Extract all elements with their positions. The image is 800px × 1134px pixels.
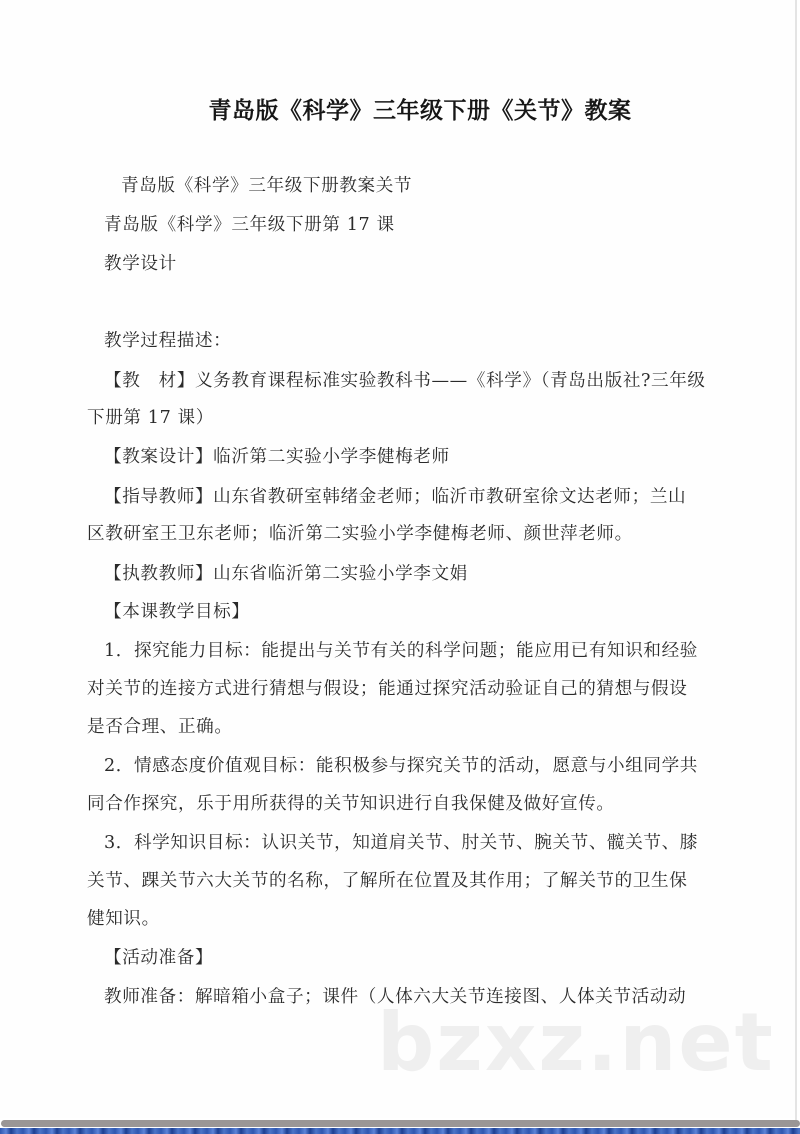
paragraph-textbook: 【教 材】义务教育课程标准实验教科书——《科学》（青岛出版社?三年级 — [104, 371, 706, 391]
objective-3: 3．科学知识目标：认识关节，知道肩关节、肘关节、腕关节、髋关节、膝 — [104, 833, 698, 853]
document-title: 青岛版《科学》三年级下册《关节》教案 — [208, 98, 632, 124]
paragraph-guiding-teachers: 【指导教师】山东省教研室韩绪金老师；临沂市教研室徐文达老师；兰山 — [104, 487, 687, 507]
objective-2: 2．情感态度价值观目标：能积极参与探究关节的活动，愿意与小组同学共 — [104, 756, 698, 776]
paragraph-lesson-designer: 【教案设计】临沂第二实验小学李健梅老师 — [104, 447, 450, 467]
objective-1-cont-2: 是否合理、正确。 — [87, 717, 233, 737]
objective-1: 1．探究能力目标：能提出与关节有关的科学问题；能应用已有知识和经验 — [104, 641, 698, 661]
section-label-teaching-design: 教学设计 — [104, 254, 177, 274]
subtitle-line: 青岛版《科学》三年级下册教案关节 — [121, 176, 413, 196]
desktop-background-strip — [0, 1128, 800, 1134]
section-label-process: 教学过程描述： — [104, 331, 232, 351]
section-heading-objectives: 【本课教学目标】 — [104, 602, 250, 622]
section-heading-preparation: 【活动准备】 — [104, 948, 214, 968]
paragraph-textbook-cont: 下册第 17 课） — [87, 408, 214, 428]
paragraph-guiding-teachers-cont: 区教研室王卫东老师；临沂第二实验小学李健梅老师、颜世萍老师。 — [87, 524, 633, 544]
watermark: bzxz.net — [377, 996, 775, 1089]
horizontal-scrollbar[interactable] — [1, 1120, 800, 1127]
paragraph-teaching-teacher: 【执教教师】山东省临沂第二实验小学李文娟 — [104, 564, 468, 584]
objective-2-cont: 同合作探究，乐于用所获得的关节知识进行自我保健及做好宣传。 — [87, 794, 615, 814]
objective-3-cont-2: 健知识。 — [87, 909, 160, 929]
objective-3-cont-1: 关节、踝关节六大关节的名称，了解所在位置及其作用；了解关节的卫生保 — [87, 871, 688, 891]
lesson-line: 青岛版《科学》三年级下册第 17 课 — [104, 215, 395, 235]
page-edge-divider — [795, 0, 797, 1120]
paragraph-teacher-preparation: 教师准备：解暗箱小盒子；课件（人体六大关节连接图、人体关节活动动 — [104, 987, 687, 1007]
objective-1-cont-1: 对关节的连接方式进行猜想与假设；能通过探究活动验证自己的猜想与假设 — [87, 679, 688, 699]
